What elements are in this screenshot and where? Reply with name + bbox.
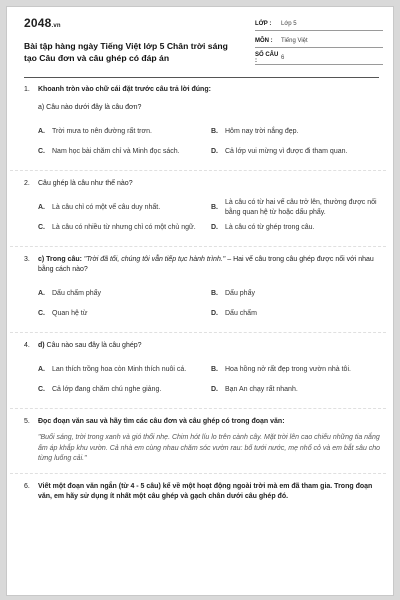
site-logo[interactable] — [24, 16, 61, 30]
header-divider — [24, 77, 379, 78]
question-suffix: – Hai vế câu trong câu ghép được nối với nhau bằng cách nào? — [38, 256, 374, 273]
option-key: A. — [38, 290, 45, 297]
option-d[interactable] — [211, 304, 384, 324]
option-key: C. — [38, 224, 45, 231]
question-number: 1. — [24, 86, 30, 93]
question-text — [38, 341, 384, 351]
question-text: Câu ghép là câu như thế nào? — [38, 180, 133, 187]
options — [38, 284, 384, 324]
meta-value: Lớp 5 — [281, 20, 297, 27]
option-key: B. — [211, 128, 218, 135]
option-b[interactable] — [211, 360, 384, 380]
option-d[interactable] — [211, 380, 384, 400]
question-text: Khoanh tròn vào chữ cái đặt trước câu trả lời đúng: — [38, 86, 211, 93]
question-text — [38, 255, 384, 275]
option-key: A. — [38, 366, 45, 373]
option-b[interactable] — [211, 198, 384, 218]
options — [38, 198, 384, 238]
divider — [10, 473, 386, 474]
option-text: Cả lớp đang chăm chú nghe giảng. — [52, 386, 162, 393]
divider — [10, 246, 386, 247]
question-body: Câu nào sau đây là câu ghép? — [44, 342, 142, 349]
question-number: 2. — [24, 180, 30, 187]
option-text: Hôm nay trời nắng đẹp. — [225, 128, 299, 135]
option-text: Lan thích trồng hoa còn Minh thích nuôi cá. — [52, 366, 187, 373]
option-key: C. — [38, 386, 45, 393]
option-text: Nam học bài chăm chỉ và Minh đọc sách. — [52, 148, 180, 155]
meta-row-subject — [255, 34, 383, 48]
option-text: Quan hệ từ — [52, 310, 88, 317]
question-text: Viết một đoạn văn ngắn (từ 4 - 5 câu) kể về một hoạt động ngoài trời mà em đã tham gia. Trong đoạn văn, em hãy sử dụng ít nhất một câu ghép và gạch chân dưới câu ghép đó. — [38, 482, 373, 500]
option-key: C. — [38, 310, 45, 317]
option-b[interactable] — [211, 122, 384, 142]
meta-row-count — [255, 51, 383, 65]
option-key: B. — [211, 366, 218, 373]
question-prefix: c) Trong câu: — [38, 256, 84, 263]
option-d[interactable] — [211, 218, 384, 238]
option-d[interactable] — [211, 142, 384, 162]
option-text: Bạn An chạy rất nhanh. — [225, 386, 298, 393]
question-5 — [24, 417, 384, 465]
option-c[interactable] — [38, 218, 211, 238]
option-text: Dấu chấm phẩy — [52, 290, 102, 297]
question-prefix: d) — [38, 342, 45, 349]
question-1 — [24, 85, 384, 162]
option-a[interactable] — [38, 198, 211, 218]
divider — [10, 408, 386, 409]
option-text: Là câu có nhiều từ nhưng chỉ có một chủ ngữ. — [52, 224, 196, 231]
option-key: D. — [211, 386, 218, 393]
page-title: Bài tập hàng ngày Tiếng Việt lớp 5 Chân trời sáng tạo Câu đơn và câu ghép có đáp án — [24, 41, 228, 63]
question-6 — [24, 482, 384, 502]
option-text: Cả lớp vui mừng vì được đi tham quan. — [225, 148, 348, 155]
option-key: A. — [38, 128, 45, 135]
options — [38, 122, 384, 162]
options — [38, 360, 384, 400]
divider — [10, 332, 386, 333]
option-b[interactable] — [211, 284, 384, 304]
option-a[interactable] — [38, 360, 211, 380]
question-quote: "Trời đã tối, chúng tôi vẫn tiếp tục hành trình." — [83, 256, 226, 263]
meta-panel — [255, 17, 383, 68]
option-key: D. — [211, 148, 218, 155]
reading-passage: "Buổi sáng, trời trong xanh và gió thổi nhẹ. Chim hót líu lo trên cành cây. Mặt trời lên cao chiếu những tia nắng ấm áp khắp khu vườn. Cả nhà em cùng nhau chăm sóc vườn rau: bố tưới nước, mẹ nhổ cỏ và em bắt sâu cho từng luống cải." — [38, 434, 381, 462]
option-key: D. — [211, 310, 218, 317]
question-number: 3. — [24, 256, 30, 263]
question-number: 6. — [24, 482, 30, 490]
logo-main: 2048 — [24, 16, 52, 30]
question-2 — [24, 179, 384, 238]
meta-value: 6 — [281, 54, 285, 61]
option-text: Là câu có từ ghép trong câu. — [225, 224, 315, 231]
option-c[interactable] — [38, 304, 211, 324]
question-number: 5. — [24, 418, 30, 425]
option-key: A. — [38, 204, 45, 211]
divider — [10, 170, 386, 171]
option-text: Hoa hồng nở rất đẹp trong vườn nhà tôi. — [225, 366, 351, 373]
option-text: Dấu chấm — [225, 310, 257, 317]
question-text: Đọc đoạn văn sau và hãy tìm các câu đơn và câu ghép có trong đoạn văn: — [38, 418, 285, 425]
option-key: D. — [211, 224, 218, 231]
meta-value: Tiếng Việt — [281, 37, 308, 44]
questions — [24, 85, 384, 502]
meta-row-grade — [255, 17, 383, 31]
meta-label: SỐ CÂU : — [255, 51, 279, 64]
meta-label: LỚP : — [255, 20, 272, 27]
logo-sub: .vn — [51, 23, 61, 29]
option-key: C. — [38, 148, 45, 155]
meta-label: MÔN : — [255, 37, 273, 44]
option-c[interactable] — [38, 142, 211, 162]
option-key: B. — [211, 204, 218, 211]
option-text: Là câu chỉ có một vế câu duy nhất. — [52, 204, 161, 211]
option-c[interactable] — [38, 380, 211, 400]
sub-question: a) Câu nào dưới đây là câu đơn? — [38, 104, 142, 111]
question-3 — [24, 255, 384, 324]
worksheet-page — [6, 6, 394, 596]
option-key: B. — [211, 290, 218, 297]
option-text: Là câu có từ hai vế câu trở lên, thường được nối bằng quan hệ từ hoặc dấu phẩy. — [225, 199, 377, 216]
option-text: Dấu phẩy — [225, 290, 255, 297]
option-a[interactable] — [38, 284, 211, 304]
question-4 — [24, 341, 384, 400]
option-a[interactable] — [38, 122, 211, 142]
option-text: Trời mưa to nên đường rất trơn. — [52, 128, 152, 135]
question-number: 4. — [24, 342, 30, 349]
